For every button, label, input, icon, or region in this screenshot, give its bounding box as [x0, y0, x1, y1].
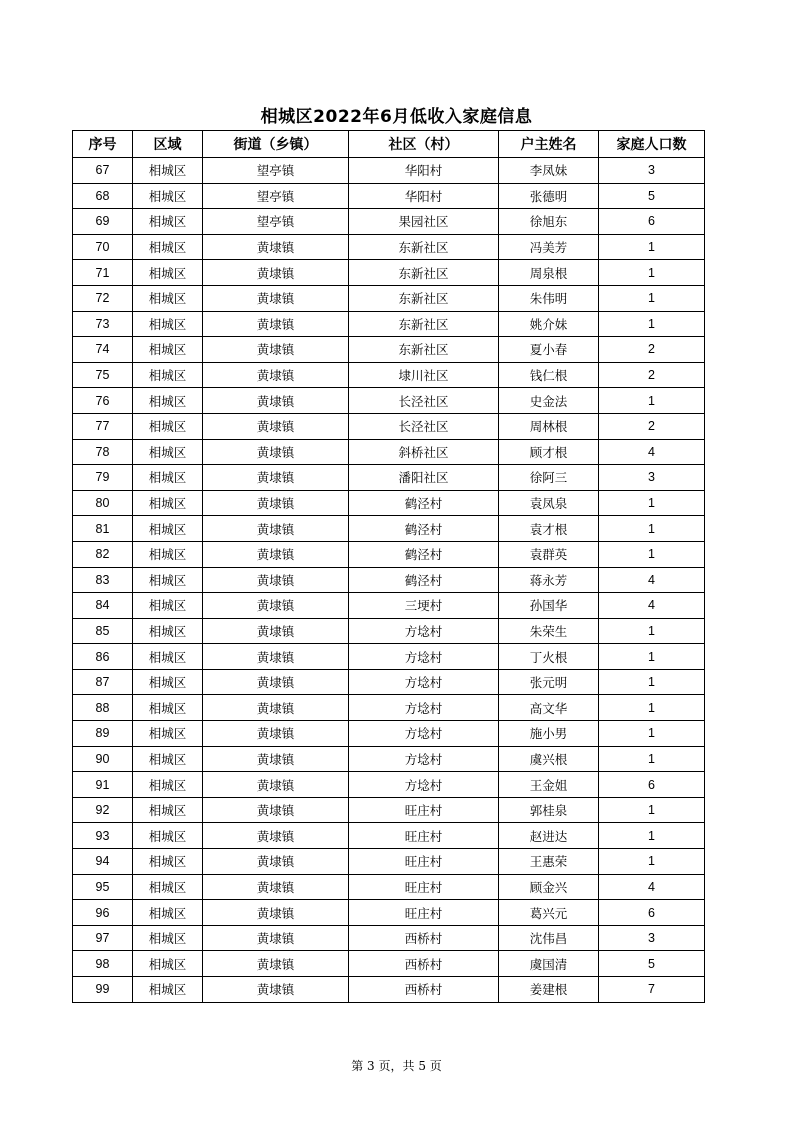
cell-community: 潘阳社区 — [349, 465, 499, 491]
cell-head-name: 徐旭东 — [499, 209, 599, 235]
cell-head-name: 姜建根 — [499, 977, 599, 1003]
cell-district: 相城区 — [133, 388, 203, 414]
cell-community: 三埂村 — [349, 593, 499, 619]
cell-community: 西桥村 — [349, 951, 499, 977]
cell-community: 旺庄村 — [349, 797, 499, 823]
column-header-index: 序号 — [73, 131, 133, 158]
table-row — [73, 465, 705, 491]
cell-district: 相城区 — [133, 490, 203, 516]
cell-head-name: 张德明 — [499, 183, 599, 209]
cell-community: 鹤泾村 — [349, 516, 499, 542]
cell-town: 黄埭镇 — [203, 311, 349, 337]
cell-district: 相城区 — [133, 516, 203, 542]
cell-community: 长泾社区 — [349, 388, 499, 414]
table-row — [73, 925, 705, 951]
cell-household-size: 4 — [599, 439, 705, 465]
cell-town: 黄埭镇 — [203, 362, 349, 388]
cell-town: 黄埭镇 — [203, 900, 349, 926]
cell-town: 黄埭镇 — [203, 721, 349, 747]
cell-head-name: 钱仁根 — [499, 362, 599, 388]
table-row — [73, 209, 705, 235]
cell-head-name: 蒋永芳 — [499, 567, 599, 593]
cell-town: 黄埭镇 — [203, 849, 349, 875]
cell-household-size: 2 — [599, 337, 705, 363]
cell-head-name: 朱伟明 — [499, 285, 599, 311]
cell-index: 99 — [73, 977, 133, 1003]
cell-index: 82 — [73, 541, 133, 567]
cell-head-name: 孙国华 — [499, 593, 599, 619]
cell-district: 相城区 — [133, 439, 203, 465]
cell-index: 77 — [73, 413, 133, 439]
cell-district: 相城区 — [133, 746, 203, 772]
cell-town: 黄埭镇 — [203, 874, 349, 900]
cell-head-name: 史金法 — [499, 388, 599, 414]
table-row — [73, 260, 705, 286]
cell-index: 81 — [73, 516, 133, 542]
cell-town: 黄埭镇 — [203, 977, 349, 1003]
table-row — [73, 516, 705, 542]
cell-community: 东新社区 — [349, 234, 499, 260]
cell-community: 华阳村 — [349, 183, 499, 209]
cell-household-size: 4 — [599, 874, 705, 900]
table-row — [73, 644, 705, 670]
cell-community: 方埝村 — [349, 644, 499, 670]
cell-district: 相城区 — [133, 721, 203, 747]
page-footer: 第 3 页，共 5 页 — [351, 1059, 442, 1073]
table-row — [73, 849, 705, 875]
cell-community: 方埝村 — [349, 669, 499, 695]
table-row — [73, 490, 705, 516]
cell-head-name: 朱荣生 — [499, 618, 599, 644]
table-row — [73, 362, 705, 388]
cell-household-size: 1 — [599, 721, 705, 747]
cell-head-name: 丁火根 — [499, 644, 599, 670]
cell-district: 相城区 — [133, 413, 203, 439]
cell-town: 黄埭镇 — [203, 439, 349, 465]
cell-household-size: 3 — [599, 465, 705, 491]
cell-town: 黄埭镇 — [203, 337, 349, 363]
cell-household-size: 1 — [599, 285, 705, 311]
cell-district: 相城区 — [133, 234, 203, 260]
cell-index: 73 — [73, 311, 133, 337]
cell-household-size: 1 — [599, 695, 705, 721]
cell-town: 望亭镇 — [203, 158, 349, 184]
cell-household-size: 4 — [599, 593, 705, 619]
household-table — [72, 130, 705, 1003]
cell-index: 90 — [73, 746, 133, 772]
table-row — [73, 823, 705, 849]
table-row — [73, 541, 705, 567]
cell-district: 相城区 — [133, 541, 203, 567]
cell-household-size: 2 — [599, 362, 705, 388]
cell-district: 相城区 — [133, 337, 203, 363]
cell-head-name: 袁群英 — [499, 541, 599, 567]
cell-household-size: 5 — [599, 183, 705, 209]
cell-town: 望亭镇 — [203, 209, 349, 235]
page-title: 相城区2022年6月低收入家庭信息 — [260, 107, 533, 127]
cell-community: 东新社区 — [349, 337, 499, 363]
cell-head-name: 顾金兴 — [499, 874, 599, 900]
cell-community: 斜桥社区 — [349, 439, 499, 465]
cell-town: 黄埭镇 — [203, 772, 349, 798]
table-row — [73, 439, 705, 465]
table-row — [73, 311, 705, 337]
cell-index: 67 — [73, 158, 133, 184]
cell-index: 97 — [73, 925, 133, 951]
cell-head-name: 葛兴元 — [499, 900, 599, 926]
table-row — [73, 413, 705, 439]
cell-head-name: 周泉根 — [499, 260, 599, 286]
cell-index: 95 — [73, 874, 133, 900]
cell-district: 相城区 — [133, 618, 203, 644]
cell-head-name: 周林根 — [499, 413, 599, 439]
cell-community: 东新社区 — [349, 285, 499, 311]
cell-index: 69 — [73, 209, 133, 235]
cell-district: 相城区 — [133, 823, 203, 849]
cell-community: 方埝村 — [349, 746, 499, 772]
table-row — [73, 746, 705, 772]
cell-town: 黄埭镇 — [203, 797, 349, 823]
cell-head-name: 袁凤泉 — [499, 490, 599, 516]
cell-district: 相城区 — [133, 874, 203, 900]
cell-head-name: 李凤妹 — [499, 158, 599, 184]
cell-town: 黄埭镇 — [203, 567, 349, 593]
cell-household-size: 5 — [599, 951, 705, 977]
cell-community: 华阳村 — [349, 158, 499, 184]
cell-community: 鹤泾村 — [349, 567, 499, 593]
cell-district: 相城区 — [133, 695, 203, 721]
cell-district: 相城区 — [133, 209, 203, 235]
cell-index: 98 — [73, 951, 133, 977]
table-row — [73, 183, 705, 209]
cell-index: 71 — [73, 260, 133, 286]
cell-household-size: 1 — [599, 823, 705, 849]
cell-household-size: 1 — [599, 516, 705, 542]
cell-household-size: 6 — [599, 772, 705, 798]
cell-index: 96 — [73, 900, 133, 926]
cell-household-size: 1 — [599, 618, 705, 644]
cell-district: 相城区 — [133, 797, 203, 823]
cell-index: 94 — [73, 849, 133, 875]
cell-district: 相城区 — [133, 925, 203, 951]
cell-index: 88 — [73, 695, 133, 721]
table-row — [73, 721, 705, 747]
cell-household-size: 1 — [599, 234, 705, 260]
cell-community: 东新社区 — [349, 311, 499, 337]
column-header-district: 区域 — [133, 131, 203, 158]
cell-community: 果园社区 — [349, 209, 499, 235]
table-row — [73, 567, 705, 593]
cell-household-size: 3 — [599, 158, 705, 184]
cell-index: 92 — [73, 797, 133, 823]
cell-head-name: 施小男 — [499, 721, 599, 747]
cell-index: 72 — [73, 285, 133, 311]
cell-town: 望亭镇 — [203, 183, 349, 209]
cell-district: 相城区 — [133, 183, 203, 209]
table-header-row — [73, 131, 705, 158]
cell-household-size: 4 — [599, 567, 705, 593]
cell-district: 相城区 — [133, 772, 203, 798]
cell-community: 鹤泾村 — [349, 541, 499, 567]
cell-town: 黄埭镇 — [203, 925, 349, 951]
cell-index: 74 — [73, 337, 133, 363]
table-row — [73, 285, 705, 311]
cell-head-name: 沈伟昌 — [499, 925, 599, 951]
cell-town: 黄埭镇 — [203, 260, 349, 286]
cell-household-size: 1 — [599, 849, 705, 875]
cell-head-name: 王惠荣 — [499, 849, 599, 875]
cell-district: 相城区 — [133, 977, 203, 1003]
cell-household-size: 1 — [599, 490, 705, 516]
cell-household-size: 7 — [599, 977, 705, 1003]
cell-index: 93 — [73, 823, 133, 849]
cell-district: 相城区 — [133, 311, 203, 337]
cell-head-name: 姚介妹 — [499, 311, 599, 337]
cell-district: 相城区 — [133, 849, 203, 875]
cell-district: 相城区 — [133, 465, 203, 491]
cell-index: 79 — [73, 465, 133, 491]
table-row — [73, 669, 705, 695]
cell-district: 相城区 — [133, 900, 203, 926]
cell-community: 旺庄村 — [349, 874, 499, 900]
cell-index: 91 — [73, 772, 133, 798]
cell-district: 相城区 — [133, 951, 203, 977]
cell-head-name: 高文华 — [499, 695, 599, 721]
cell-district: 相城区 — [133, 567, 203, 593]
cell-town: 黄埭镇 — [203, 516, 349, 542]
cell-community: 方埝村 — [349, 695, 499, 721]
cell-index: 68 — [73, 183, 133, 209]
cell-household-size: 1 — [599, 797, 705, 823]
cell-town: 黄埭镇 — [203, 644, 349, 670]
cell-index: 78 — [73, 439, 133, 465]
cell-household-size: 1 — [599, 669, 705, 695]
cell-index: 89 — [73, 721, 133, 747]
table-row — [73, 158, 705, 184]
cell-index: 80 — [73, 490, 133, 516]
cell-town: 黄埭镇 — [203, 593, 349, 619]
column-header-town: 街道（乡镇） — [203, 131, 349, 158]
cell-town: 黄埭镇 — [203, 413, 349, 439]
cell-town: 黄埭镇 — [203, 951, 349, 977]
cell-community: 旺庄村 — [349, 900, 499, 926]
cell-district: 相城区 — [133, 362, 203, 388]
cell-household-size: 3 — [599, 925, 705, 951]
cell-index: 87 — [73, 669, 133, 695]
cell-index: 85 — [73, 618, 133, 644]
cell-household-size: 1 — [599, 746, 705, 772]
table-row — [73, 900, 705, 926]
cell-index: 70 — [73, 234, 133, 260]
cell-town: 黄埭镇 — [203, 465, 349, 491]
column-header-community: 社区（村） — [349, 131, 499, 158]
cell-household-size: 1 — [599, 260, 705, 286]
table-row — [73, 772, 705, 798]
cell-town: 黄埭镇 — [203, 285, 349, 311]
cell-head-name: 虞兴根 — [499, 746, 599, 772]
cell-community: 旺庄村 — [349, 849, 499, 875]
cell-district: 相城区 — [133, 669, 203, 695]
cell-community: 埭川社区 — [349, 362, 499, 388]
cell-index: 83 — [73, 567, 133, 593]
cell-household-size: 2 — [599, 413, 705, 439]
column-header-household-size: 家庭人口数 — [599, 131, 705, 158]
cell-district: 相城区 — [133, 260, 203, 286]
cell-household-size: 1 — [599, 311, 705, 337]
cell-district: 相城区 — [133, 285, 203, 311]
table-row — [73, 977, 705, 1003]
cell-community: 东新社区 — [349, 260, 499, 286]
column-header-head-name: 户主姓名 — [499, 131, 599, 158]
cell-index: 75 — [73, 362, 133, 388]
table-row — [73, 618, 705, 644]
cell-community: 西桥村 — [349, 977, 499, 1003]
cell-index: 84 — [73, 593, 133, 619]
cell-head-name: 冯美芳 — [499, 234, 599, 260]
cell-community: 长泾社区 — [349, 413, 499, 439]
table-row — [73, 797, 705, 823]
cell-community: 西桥村 — [349, 925, 499, 951]
cell-town: 黄埭镇 — [203, 695, 349, 721]
table-row — [73, 234, 705, 260]
cell-town: 黄埭镇 — [203, 823, 349, 849]
cell-community: 方埝村 — [349, 618, 499, 644]
cell-head-name: 赵进达 — [499, 823, 599, 849]
cell-household-size: 1 — [599, 388, 705, 414]
cell-district: 相城区 — [133, 593, 203, 619]
cell-household-size: 1 — [599, 541, 705, 567]
cell-district: 相城区 — [133, 644, 203, 670]
table-row — [73, 951, 705, 977]
cell-town: 黄埭镇 — [203, 618, 349, 644]
cell-head-name: 徐阿三 — [499, 465, 599, 491]
cell-town: 黄埭镇 — [203, 388, 349, 414]
table-row — [73, 874, 705, 900]
cell-head-name: 夏小春 — [499, 337, 599, 363]
cell-town: 黄埭镇 — [203, 234, 349, 260]
cell-town: 黄埭镇 — [203, 746, 349, 772]
cell-head-name: 王金姐 — [499, 772, 599, 798]
cell-town: 黄埭镇 — [203, 541, 349, 567]
cell-head-name: 张元明 — [499, 669, 599, 695]
cell-community: 旺庄村 — [349, 823, 499, 849]
cell-district: 相城区 — [133, 158, 203, 184]
cell-index: 76 — [73, 388, 133, 414]
cell-community: 方埝村 — [349, 772, 499, 798]
cell-household-size: 6 — [599, 209, 705, 235]
cell-head-name: 袁才根 — [499, 516, 599, 542]
cell-community: 鹤泾村 — [349, 490, 499, 516]
cell-household-size: 6 — [599, 900, 705, 926]
cell-town: 黄埭镇 — [203, 669, 349, 695]
table-row — [73, 695, 705, 721]
cell-town: 黄埭镇 — [203, 490, 349, 516]
table-row — [73, 593, 705, 619]
cell-index: 86 — [73, 644, 133, 670]
table-row — [73, 337, 705, 363]
cell-household-size: 1 — [599, 644, 705, 670]
table-row — [73, 388, 705, 414]
cell-head-name: 虞国清 — [499, 951, 599, 977]
cell-head-name: 郭桂泉 — [499, 797, 599, 823]
cell-community: 方埝村 — [349, 721, 499, 747]
cell-head-name: 顾才根 — [499, 439, 599, 465]
